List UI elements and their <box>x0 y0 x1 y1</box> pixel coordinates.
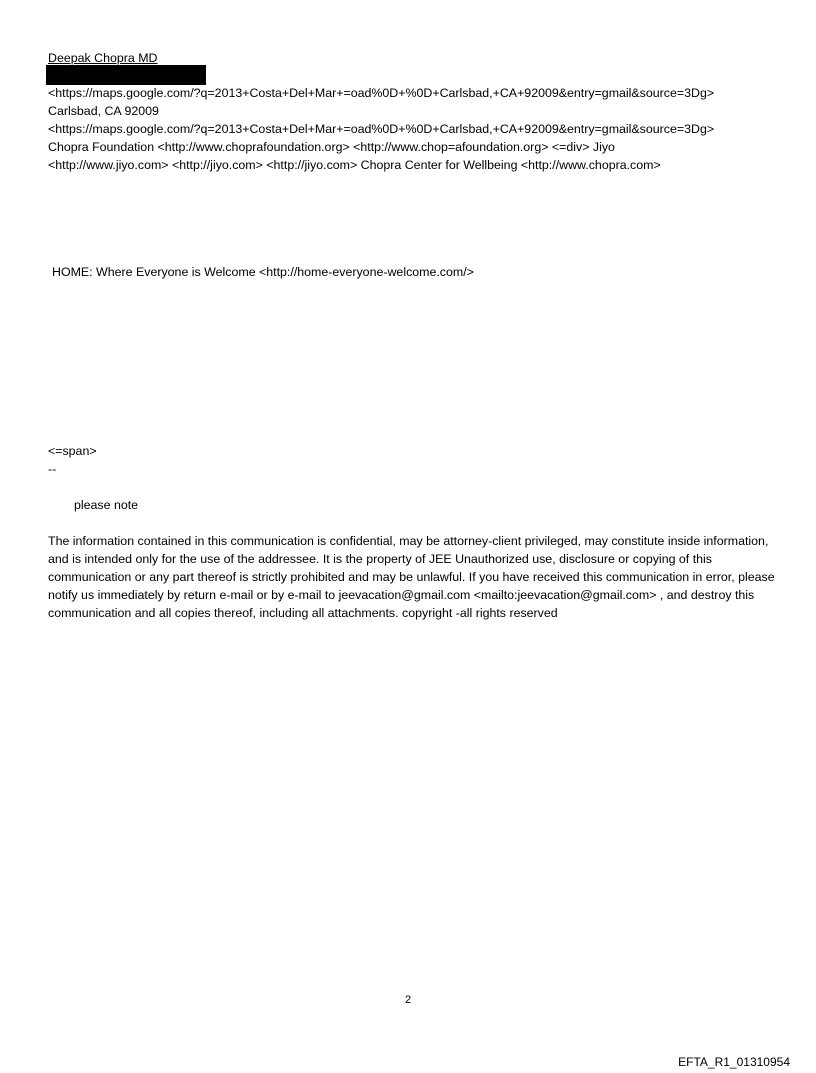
page-number: 2 <box>404 994 412 1006</box>
confidentiality-disclaimer: The information contained in this communication is confidential, may be attorney-client privileged, may constitute inside information, and is intended only for the use of the addressee. It is the property of JEE Unauthorized use, disclosure or copying of this communication or any part thereof is strictly prohibited and may be unlawful. If you have received this communication in error, please notify us immediately by return e-mail or by e-mail to jeevacation@gmail.com <mailto:jeevacation@gmail.com> , and destroy this communication and all copies thereof, including all attachments. copyright -all rights reserved <box>48 534 775 620</box>
signature-city: Carlsbad, CA 92009 <box>48 104 159 118</box>
redaction-block <box>46 65 206 85</box>
signature-map-link-2[interactable]: <https://maps.google.com/?q=2013+Costa+Del+Mar+=oad%0D+%0D+Carlsbad,+CA+92009&entry=gmail&source=3Dg> <box>48 122 715 136</box>
span-tag-text: <=span> <box>48 444 97 458</box>
signature-web-links[interactable]: <http://www.jiyo.com> <http://jiyo.com> <http://jiyo.com> Chopra Center for Wellbeing <http://www.chopra.com> <box>48 158 661 172</box>
document-id: EFTA_R1_01310954 <box>678 1055 790 1069</box>
signature-name: Deepak Chopra MD <box>48 51 158 65</box>
separator-dashes: -- <box>48 462 57 476</box>
signature-foundation-links[interactable]: Chopra Foundation <http://www.choprafoundation.org> <http://www.chop=afoundation.org> <=div> Jiyo <box>48 140 615 154</box>
signature-map-link[interactable]: <https://maps.google.com/?q=2013+Costa+Del+Mar+=oad%0D+%0D+Carlsbad,+CA+92009&entry=gmail&source=3Dg> <box>48 86 715 100</box>
please-note-heading: please note <box>74 498 139 512</box>
signature-home-link[interactable]: HOME: Where Everyone is Welcome <http://home-everyone-welcome.com/> <box>52 265 474 279</box>
